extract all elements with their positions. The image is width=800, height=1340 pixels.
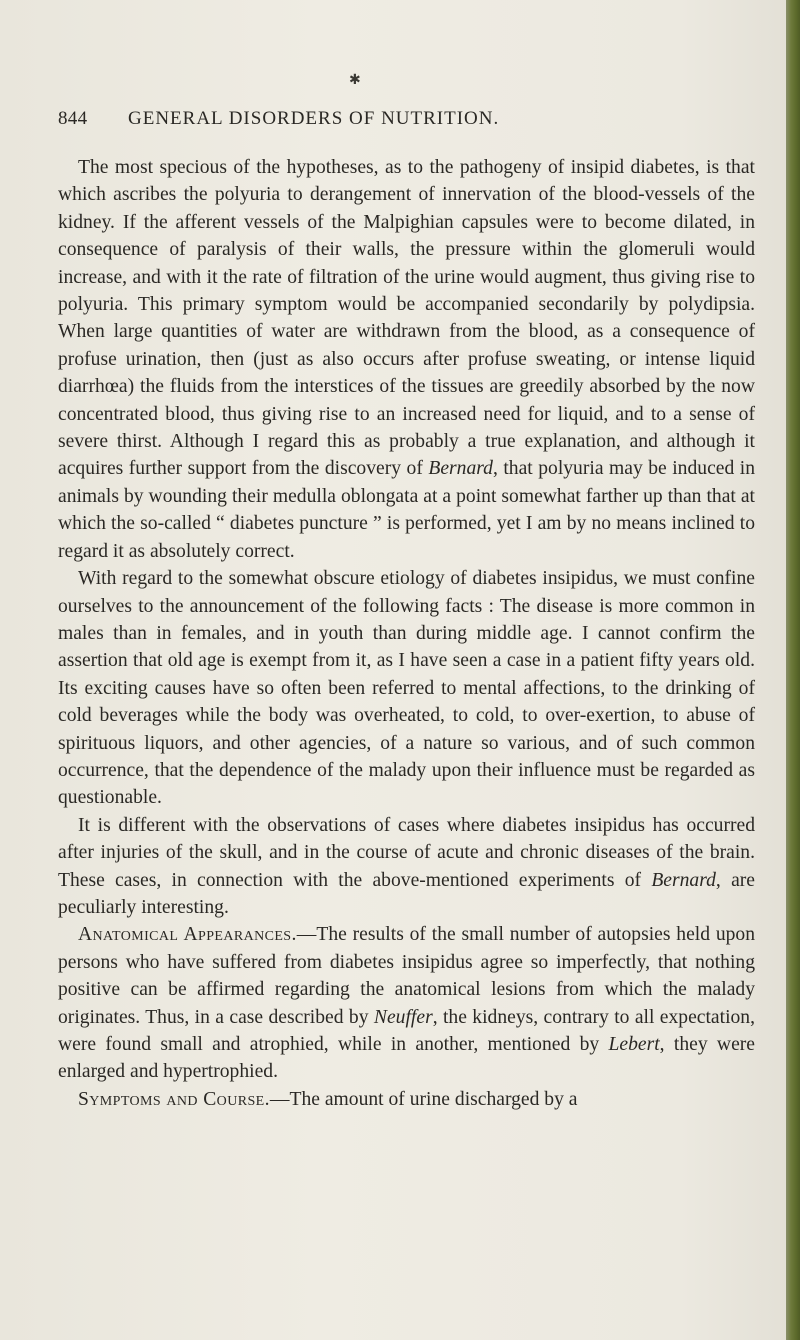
page-edge [786, 0, 800, 1340]
author-name: Lebert [608, 1034, 660, 1055]
page-number: 844 [58, 108, 88, 129]
author-name: Neuffer [373, 1006, 433, 1028]
section-heading: Anatomical Appearances. [78, 924, 297, 946]
running-head [58, 108, 758, 138]
paragraph-symptoms: Symptoms and Course.—The amount of urine discharged by a [78, 1088, 578, 1110]
author-name: Bernard [651, 869, 716, 891]
paragraph-etiology: With regard to the somewhat obscure etiology of diabetes insipidus, we must confine ourselves to the announcement of the following facts : The disease is more common in males than in females, and in youth than during middle age. I cannot confirm the assertion that old age is exempt from it, as I have seen a case in a patient fifty years old. Its exciting causes have so often been referred to mental affections, to the drinking of cold beverages while the body was overheated, to cold, to over-exertion, to abuse of spirituous liquors, and other agencies, of a nature so various, and of such common occurrence, that the dependence of the malady upon their influence must be regarded as questionable. [58, 568, 755, 809]
ornament-mark: ✱ [349, 73, 361, 88]
author-name: Bernard [428, 458, 493, 480]
paragraph-skull-injuries: It is different with the observations of cases where diabetes insipidus has occurred after injuries of the skull, and in the course of acute and chronic diseases of the brain. These cases, in connection with the above-mentioned experiments of Bernard, are peculiarly interesting. [58, 814, 755, 918]
chapter-title: GENERAL DISORDERS OF NUTRITION. [128, 108, 500, 129]
section-heading: Symptoms and Course. [78, 1088, 270, 1110]
body-text [58, 154, 755, 1113]
paragraph-anatomical-appearances: Anatomical Appearances.—The results of the small number of autopsies held upon persons who have suffered from diabetes insipidus agree so imperfectly, that nothing positive can be affirmed regarding the anatomical lesions from which the malady originates. Thus, in a case described by Neuffer, the kidneys, contrary to all expectation, were found small and atrophied, while in another, mentioned by Lebert, they were enlarged and hypertrophied. [58, 924, 756, 1083]
paragraph-pathogeny: The most specious of the hypotheses, as to the pathogeny of insipid diabetes, is that which ascribes the polyuria to derangement of innervation of the blood-vessels of the kidney. If the afferent vessels of the Malpighian capsules were to become dilated, in consequence of paralysis of their walls, the pressure within the glomeruli would increase, and with it the rate of filtration of the urine would augment, thus giving rise to polyuria. This primary symptom would be accompanied secondarily by polydipsia. When large quantities of water are withdrawn from the blood, as a consequence of profuse urination, then (just as also occurs after profuse sweating, or intense liquid diarrhœa) the fluids from the interstices of the tissues are greedily absorbed by the now concentrated blood, thus giving rise to an increased need for liquid, and to a sense of severe thirst. Although I regard this as probably a true explanation, and although it acquires further support from the discovery of Bernard, that polyuria may be induced in animals by wounding their medulla oblongata at a point somewhat farther up than that at which the so-called “ diabetes puncture ” is performed, yet I am by no means inclined to regard it as absolutely correct. [58, 157, 755, 562]
